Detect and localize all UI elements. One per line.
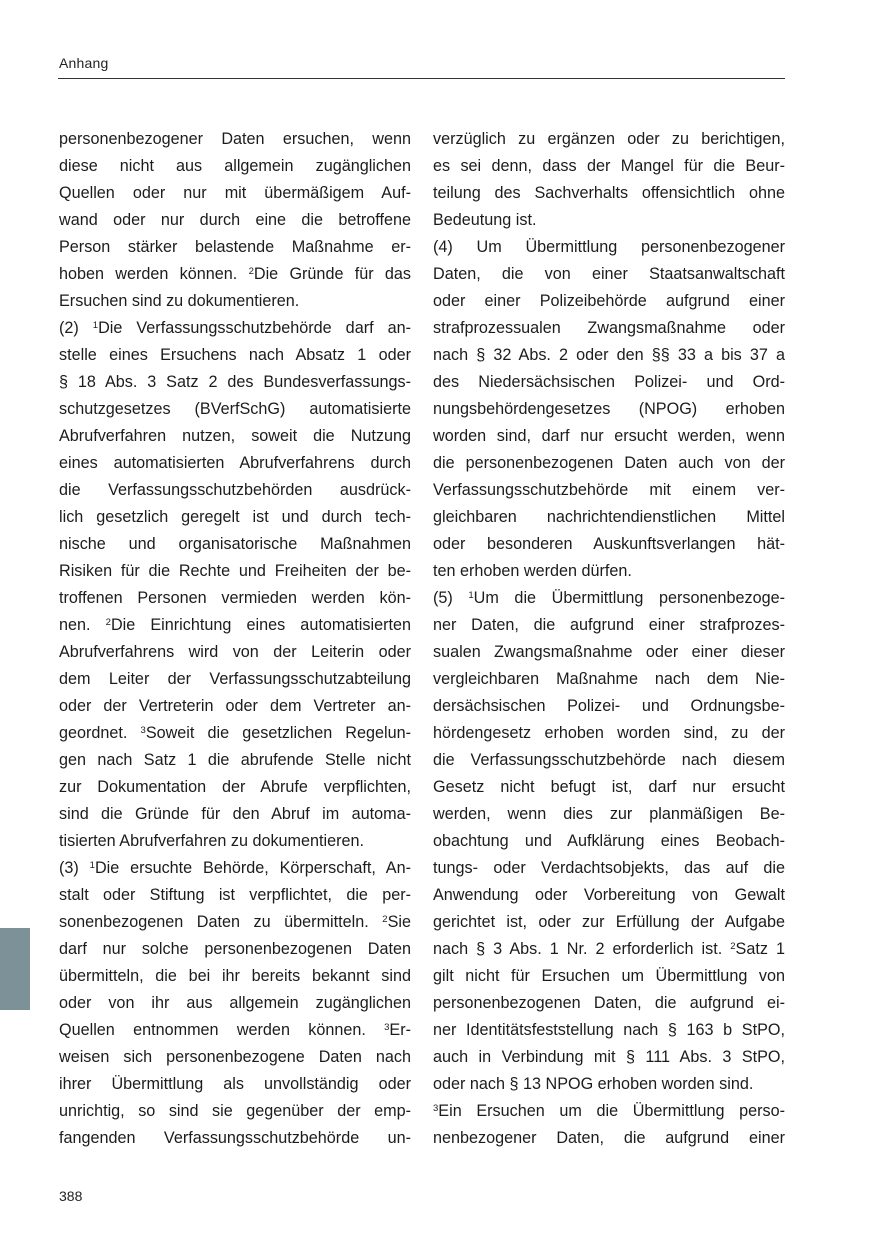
text-line: ten erhoben werden dürfen.	[433, 562, 632, 580]
text-line: hoben werden können. $^2$Die Gründe für das	[59, 265, 412, 283]
text-line: tisierten Abrufverfahren zu dokumentieren.	[59, 832, 365, 850]
text-line: oder nach § 13 NPOG erhoben worden sind.	[433, 1075, 754, 1093]
text-line: Anwendung oder Vorbereitung von Gewalt	[433, 886, 785, 904]
left-column	[59, 126, 411, 1152]
text-line: gilt nicht für Ersuchen um Übermittlung von	[433, 967, 785, 985]
text-line: sualen Zwangsmaßnahme oder einer dieser	[433, 643, 785, 661]
text-line: stalt oder Stiftung ist verpflichtet, die per-	[59, 886, 411, 904]
text-line: die Verfassungsschutzbehörde nach diesem	[433, 751, 785, 769]
text-line: gerichtet ist, oder zur Erfüllung der Aufgabe	[433, 913, 785, 931]
text-line: nach § 32 Abs. 2 oder den §§ 33 a bis 37 a	[433, 346, 785, 364]
text-line: zur Dokumentation der Abrufe verpflichten,	[59, 778, 411, 796]
text-line: auch in Verbindung mit § 111 Abs. 3 StPO,	[433, 1048, 785, 1066]
page-number: 388	[59, 1188, 83, 1204]
text-line: oder von ihr aus allgemein zugänglichen	[59, 994, 411, 1012]
text-line: verzüglich zu ergänzen oder zu berichtigen,	[433, 130, 785, 148]
text-line: schutzgesetzes (BVerfSchG) automatisierte	[59, 400, 411, 418]
text-line: dem Leiter der Verfassungsschutzabteilung	[59, 670, 411, 688]
text-line: es sei denn, dass der Mangel für die Beur-	[433, 157, 785, 175]
text-line: sind die Gründe für den Abruf im automa-	[59, 805, 411, 823]
text-line: oder einer Polizeibehörde aufgrund einer	[433, 292, 785, 310]
text-line: personenbezogener Daten ersuchen, wenn	[59, 130, 411, 148]
text-line: hördengesetz erhoben worden sind, zu der	[433, 724, 785, 742]
text-line: nenbezogener Daten, die aufgrund einer	[433, 1129, 785, 1147]
text-line: werden, wenn dies zur planmäßigen Be-	[433, 805, 785, 823]
text-line: Quellen oder nur mit übermäßigem Auf-	[59, 184, 411, 202]
text-line: Verfassungsschutzbehörde mit einem ver-	[433, 481, 785, 499]
right-column	[433, 126, 785, 1152]
text-line: oder der Vertreterin oder dem Vertreter an-	[59, 697, 411, 715]
text-line: gleichbaren nachrichtendienstlichen Mittel	[433, 508, 785, 526]
text-line: $^3$Ein Ersuchen um die Übermittlung perso-	[433, 1102, 785, 1120]
text-line: die Verfassungsschutzbehörden ausdrück-	[59, 481, 411, 499]
text-line: unrichtig, so sind sie gegenüber der emp-	[59, 1102, 411, 1120]
text-line: Quellen entnommen werden können. $^3$Er-	[59, 1021, 411, 1039]
text-line: des Niedersächsischen Polizei- und Ord-	[433, 373, 785, 391]
text-line: nungsbehördengesetzes (NPOG) erhoben	[433, 400, 785, 418]
text-line: (2) $^1$Die Verfassungsschutzbehörde darf an-	[59, 319, 411, 337]
text-line: nen. $^2$Die Einrichtung eines automatisierten	[59, 616, 411, 634]
text-line: Abrufverfahrens wird von der Leiterin oder	[59, 643, 411, 661]
text-line: Bedeutung ist.	[433, 211, 537, 229]
text-line: Abrufverfahren nutzen, soweit die Nutzung	[59, 427, 411, 445]
text-line: lich gesetzlich geregelt ist und durch tech-	[59, 508, 411, 526]
text-line: ner Identitätsfeststellung nach § 163 b StPO,	[433, 1021, 785, 1039]
chapter-side-tab	[0, 928, 30, 1010]
text-line: eines automatisierten Abrufverfahrens durch	[59, 454, 411, 472]
text-line: fangenden Verfassungsschutzbehörde un-	[59, 1129, 411, 1147]
text-line: obachtung und Aufklärung eines Beobach-	[433, 832, 785, 850]
text-line: Person stärker belastende Maßnahme er-	[59, 238, 411, 256]
text-line: Ersuchen sind zu dokumentieren.	[59, 292, 300, 310]
text-line: (4) Um Übermittlung personenbezogener	[433, 238, 785, 256]
text-line: Daten, die von einer Staatsanwaltschaft	[433, 265, 785, 283]
text-line: vergleichbaren Maßnahme nach dem Nie-	[433, 670, 785, 688]
text-line: (3) $^1$Die ersuchte Behörde, Körperschaft, An-	[59, 859, 411, 877]
text-line: Gesetz nicht befugt ist, darf nur ersucht	[433, 778, 785, 796]
text-line: (5) $^1$Um die Übermittlung personenbezoge-	[433, 589, 785, 607]
text-line: § 18 Abs. 3 Satz 2 des Bundesverfassungs-	[59, 373, 411, 391]
text-line: geordnet. $^3$Soweit die gesetzlichen Regelun-	[59, 724, 411, 742]
text-line: die personenbezogenen Daten auch von der	[433, 454, 785, 472]
text-line: diese nicht aus allgemein zugänglichen	[59, 157, 411, 175]
header-rule	[58, 78, 785, 79]
text-line: weisen sich personenbezogene Daten nach	[59, 1048, 411, 1066]
text-line: troffenen Personen vermieden werden kön-	[59, 589, 411, 607]
text-line: ihrer Übermittlung als unvollständig oder	[59, 1075, 411, 1093]
text-line: nach § 3 Abs. 1 Nr. 2 erforderlich ist. $^2$Satz 1	[433, 940, 785, 958]
text-line: tungs- oder Verdachtsobjekts, das auf die	[433, 859, 785, 877]
text-line: nische und organisatorische Maßnahmen	[59, 535, 411, 553]
text-line: wand oder nur durch eine die betroffene	[59, 211, 411, 229]
text-line: stelle eines Ersuchens nach Absatz 1 oder	[59, 346, 411, 364]
text-line: worden sind, darf nur ersucht werden, wenn	[433, 427, 785, 445]
text-line: sonenbezogenen Daten zu übermitteln. $^2$Sie	[59, 913, 411, 931]
text-line: strafprozessualen Zwangsmaßnahme oder	[433, 319, 785, 337]
text-line: Risiken für die Rechte und Freiheiten der be-	[59, 562, 411, 580]
text-line: ner Daten, die aufgrund einer strafprozes-	[433, 616, 785, 634]
text-line: darf nur solche personenbezogenen Daten	[59, 940, 411, 958]
text-line: personenbezogenen Daten, die aufgrund ei-	[433, 994, 785, 1012]
text-line: gen nach Satz 1 die abrufende Stelle nicht	[59, 751, 411, 769]
text-line: teilung des Sachverhalts offensichtlich ohne	[433, 184, 785, 202]
text-line: oder besonderen Auskunftsverlangen hät-	[433, 535, 785, 553]
text-line: übermitteln, die bei ihr bereits bekannt sind	[59, 967, 411, 985]
running-header: Anhang	[59, 55, 109, 71]
text-line: dersächsischen Polizei- und Ordnungsbe-	[433, 697, 785, 715]
